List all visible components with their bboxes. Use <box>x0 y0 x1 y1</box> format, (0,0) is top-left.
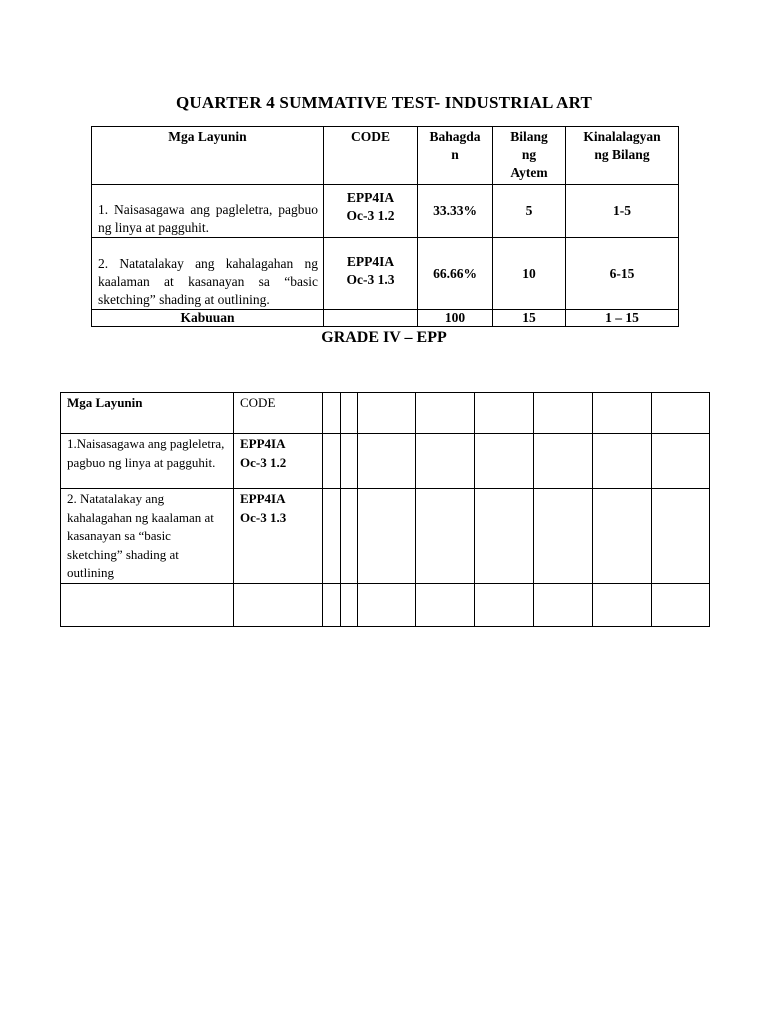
code-line1: EPP4IA <box>346 190 395 205</box>
header-bahagdan-line1: Bahagda <box>429 129 481 144</box>
code-cell <box>324 185 418 238</box>
empty-cell <box>593 489 652 584</box>
total-kinalalagyan: 1 – 15 <box>566 310 679 327</box>
header-bilang-aytem <box>493 127 566 185</box>
code-line2: Oc-3 1.3 <box>346 272 395 287</box>
table-row <box>61 583 710 626</box>
empty-cell <box>534 583 593 626</box>
empty-cell <box>323 393 341 434</box>
table-row <box>61 434 710 489</box>
header-mga-layunin: Mga Layunin <box>61 393 234 434</box>
total-label: Kabuuan <box>92 310 324 327</box>
header-bahagdan <box>418 127 493 185</box>
kinalalagyan-cell: 6-15 <box>566 238 679 310</box>
empty-cell <box>475 583 534 626</box>
code-line2: Oc-3 1.3 <box>240 509 287 525</box>
empty-cell <box>358 583 416 626</box>
grade-subtitle: GRADE IV – EPP <box>321 329 447 346</box>
bilang-cell: 5 <box>493 185 566 238</box>
header-bilang-line1: Bilang <box>510 129 548 144</box>
empty-cell <box>341 393 358 434</box>
table-header-row <box>92 127 679 185</box>
total-bahagdan: 100 <box>418 310 493 327</box>
kinalalagyan-cell: 1-5 <box>566 185 679 238</box>
code-line1: EPP4IA <box>240 491 286 506</box>
empty-cell <box>323 489 341 584</box>
empty-cell <box>652 434 710 489</box>
empty-cell <box>323 583 341 626</box>
header-code: CODE <box>234 393 323 434</box>
empty-cell <box>358 393 416 434</box>
empty-cell <box>534 489 593 584</box>
table-header-row <box>61 393 710 434</box>
header-bilang-line3: Aytem <box>510 165 548 180</box>
bahagdan-cell: 33.33% <box>418 185 493 238</box>
table-row <box>61 489 710 584</box>
objective-cell: 1.Naisasagawa ang pagleletra, pagbuo ng linya at pagguhit. <box>61 434 234 489</box>
document-title: QUARTER 4 SUMMATIVE TEST- INDUSTRIAL ART <box>176 93 592 112</box>
empty-cell <box>341 434 358 489</box>
objective-cell: 1. Naisasagawa ang pagleletra, pagbuo ng linya at pagguhit. <box>92 185 324 238</box>
empty-cell <box>593 434 652 489</box>
empty-cell <box>416 434 475 489</box>
total-code <box>324 310 418 327</box>
bilang-cell: 10 <box>493 238 566 310</box>
code-cell <box>234 489 323 584</box>
bahagdan-cell: 66.66% <box>418 238 493 310</box>
header-kinalalagyan <box>566 127 679 185</box>
empty-cell <box>652 489 710 584</box>
total-row <box>92 310 679 327</box>
empty-cell <box>593 393 652 434</box>
empty-cell <box>652 393 710 434</box>
objective-cell: 2. Natatalakay ang kahalagahan ng kaalaman at kasanayan sa “basic sketching” shading at outlining. <box>92 238 324 310</box>
empty-cell <box>341 489 358 584</box>
empty-cell <box>61 583 234 626</box>
empty-cell <box>358 434 416 489</box>
code-line2: Oc-3 1.2 <box>346 208 395 223</box>
empty-cell <box>534 434 593 489</box>
empty-cell <box>323 434 341 489</box>
specification-table <box>91 126 679 327</box>
total-bilang: 15 <box>493 310 566 327</box>
empty-cell <box>234 583 323 626</box>
empty-cell <box>358 489 416 584</box>
header-kinalalagyan-line1: Kinalalagyan <box>583 129 661 144</box>
empty-cell <box>534 393 593 434</box>
empty-cell <box>652 583 710 626</box>
code-cell <box>234 434 323 489</box>
empty-cell <box>416 393 475 434</box>
empty-cell <box>341 583 358 626</box>
empty-cell <box>475 434 534 489</box>
code-line2: Oc-3 1.2 <box>240 454 287 470</box>
header-bilang-line2: ng <box>521 147 537 162</box>
empty-cell <box>475 393 534 434</box>
empty-cell <box>475 489 534 584</box>
empty-cell <box>416 583 475 626</box>
code-line1: EPP4IA <box>240 436 286 451</box>
header-mga-layunin: Mga Layunin <box>92 127 324 185</box>
header-kinalalagyan-line2: ng Bilang <box>594 147 650 162</box>
empty-cell <box>593 583 652 626</box>
table-row <box>92 185 679 238</box>
code-line1: EPP4IA <box>346 254 395 269</box>
objective-cell: 2. Natatalakay ang kahalagahan ng kaalaman at kasanayan sa “basic sketching” shading at outlining <box>61 489 234 584</box>
header-bahagdan-line2: n <box>451 147 459 162</box>
empty-cell <box>416 489 475 584</box>
grade-epp-table <box>60 392 710 627</box>
table-row <box>92 238 679 310</box>
code-cell <box>324 238 418 310</box>
header-code: CODE <box>324 127 418 185</box>
